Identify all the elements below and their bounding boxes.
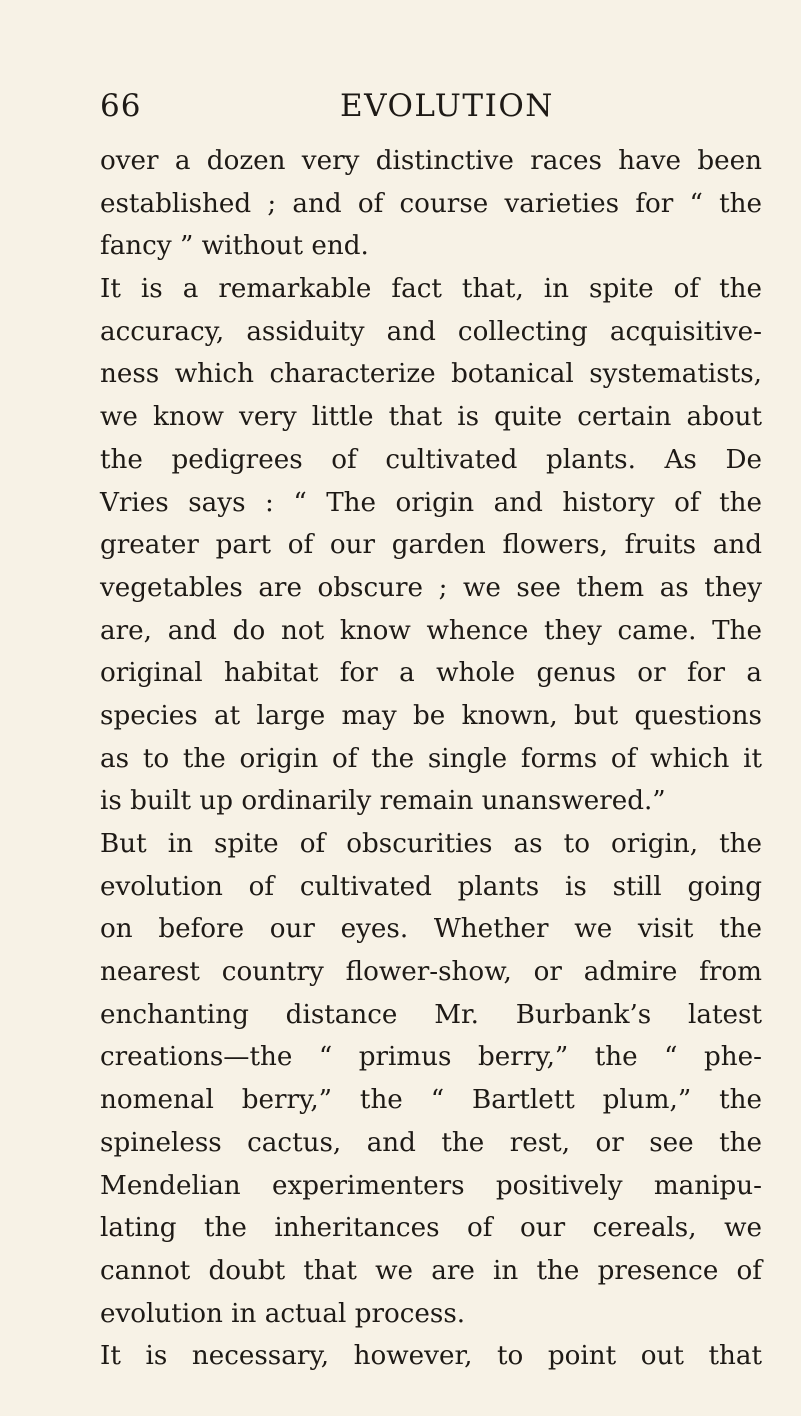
text-line: cannot doubt that we are in the presence of <box>100 1255 762 1286</box>
text-line: accuracy, assiduity and collecting acquisitive- <box>100 316 762 347</box>
text-line: ness which characterize botanical systematists, <box>100 359 762 390</box>
text-line: evolution in actual process. <box>100 1298 466 1329</box>
text-line: spineless cactus, and the rest, or see the <box>100 1127 762 1158</box>
running-head <box>100 88 762 128</box>
text-line: is built up ordinarily remain unanswered.” <box>100 786 666 817</box>
text-line: vegetables are obscure ; we see them as they <box>100 572 762 603</box>
text-line: on before our eyes. Whether we visit the <box>100 914 762 945</box>
text-line: the pedigrees of cultivated plants. As De <box>100 444 762 475</box>
text-line: enchanting distance Mr. Burbank’s latest <box>100 999 762 1030</box>
page-number: 66 <box>100 88 142 124</box>
text-line: evolution of cultivated plants is still going <box>100 871 762 902</box>
text-line: original habitat for a whole genus or for a <box>100 658 762 689</box>
text-line: It is a remarkable fact that, in spite of the <box>100 274 762 305</box>
text-line: nomenal berry,” the “ Bartlett plum,” the <box>100 1085 762 1116</box>
text-line: species at large may be known, but questions <box>100 700 762 731</box>
body-text <box>100 140 762 1378</box>
text-line: Mendelian experimenters positively manipu- <box>100 1170 762 1201</box>
text-line: But in spite of obscurities as to origin, the <box>100 829 762 859</box>
text-line: Vries says : “ The origin and history of the <box>100 487 762 518</box>
text-line: over a dozen very distinctive races have been <box>100 146 762 176</box>
running-title: EVOLUTION <box>340 88 554 124</box>
text-line: established ; and of course varieties for “ the <box>100 188 762 219</box>
text-line: are, and do not know whence they came. The <box>100 615 762 646</box>
text-line: we know very little that is quite certain about <box>100 402 762 433</box>
text-line: greater part of our garden flowers, fruits and <box>100 530 762 561</box>
text-line: lating the inheritances of our cereals, we <box>100 1213 762 1244</box>
text-line: creations—the “ primus berry,” the “ phe- <box>100 1042 762 1073</box>
text-line: fancy ” without end. <box>100 231 369 262</box>
text-line: nearest country flower-show, or admire from <box>100 957 762 988</box>
text-line: as to the origin of the single forms of which it <box>100 743 762 774</box>
text-line: It is necessary, however, to point out that <box>100 1341 762 1372</box>
